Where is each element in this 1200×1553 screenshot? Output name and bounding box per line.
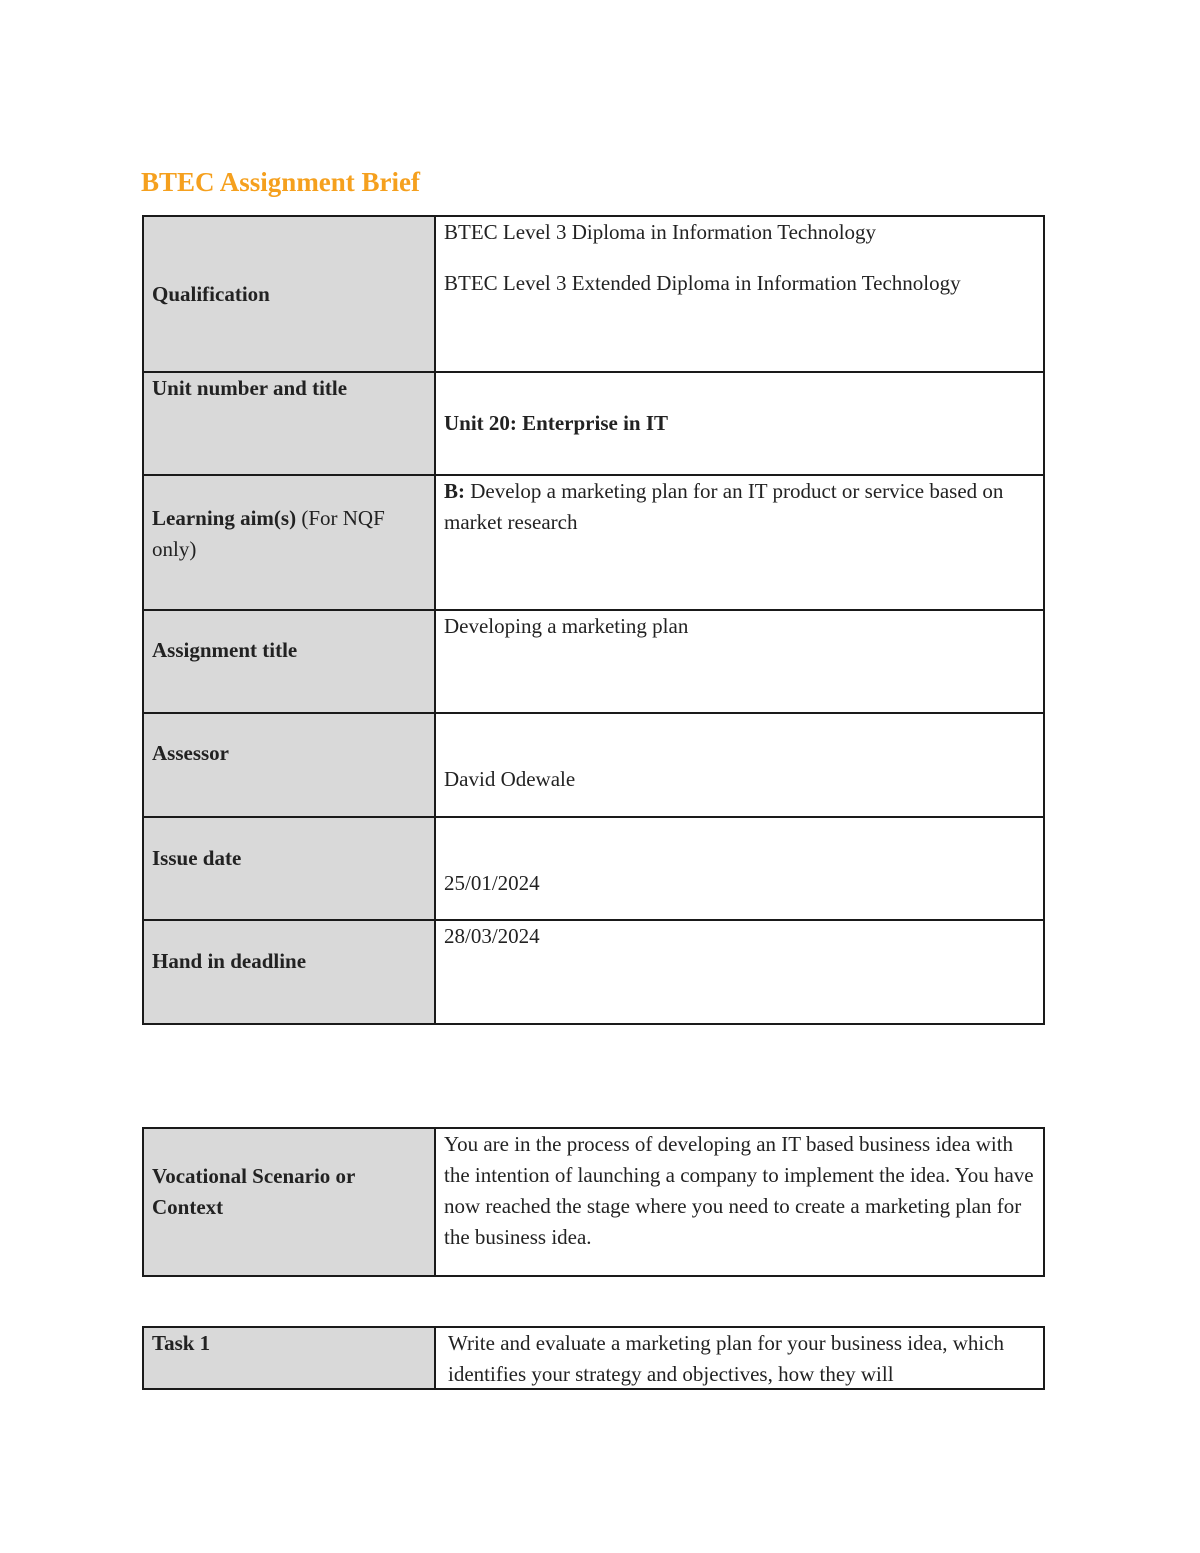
- label-cell: [143, 920, 435, 1024]
- value-cell: [435, 817, 1044, 920]
- qualification-value-1: BTEC Level 3 Diploma in Information Technology: [444, 220, 877, 244]
- issue-date-label: Issue date: [152, 846, 242, 870]
- assignment-title-label: Assignment title: [152, 638, 298, 662]
- qualification-value-2: BTEC Level 3 Extended Diploma in Information Technology: [444, 271, 961, 295]
- value-cell: [435, 610, 1044, 713]
- assessor-value: David Odewale: [444, 767, 576, 791]
- value-cell: [435, 216, 1044, 372]
- scenario-table: [142, 1127, 1045, 1277]
- unit-label: Unit number and title: [152, 376, 348, 400]
- value-cell: [435, 475, 1044, 610]
- task-table: [142, 1326, 1045, 1390]
- hand-in-deadline-label: Hand in deadline: [152, 949, 307, 973]
- value-cell: [435, 372, 1044, 475]
- learning-aim-value: Develop a marketing plan for an IT product or service based on market research: [444, 479, 1004, 534]
- task-1-label: Task 1: [152, 1331, 211, 1355]
- scenario-value: You are in the process of developing an IT based business idea with the intention of launching a company to implement the idea. You have now reached the stage where you need to create a marketing plan for the business idea.: [444, 1132, 1034, 1249]
- label-cell: [143, 1327, 435, 1389]
- label-cell: [143, 475, 435, 610]
- table-row-assignment-title: [143, 610, 1044, 713]
- table-row-task-1: [143, 1327, 1044, 1389]
- label-cell: [143, 817, 435, 920]
- label-cell: [143, 1128, 435, 1276]
- table-row-scenario: [143, 1128, 1044, 1276]
- issue-date-value: 25/01/2024: [444, 871, 540, 895]
- table-row-assessor: [143, 713, 1044, 817]
- learning-aim-prefix: B:: [444, 479, 465, 503]
- document-title: BTEC Assignment Brief: [141, 167, 421, 197]
- table-row-qualification: [143, 216, 1044, 372]
- learning-aims-label: [152, 503, 426, 565]
- table-row-unit: [143, 372, 1044, 475]
- hand-in-deadline-value: 28/03/2024: [444, 924, 540, 948]
- assignment-brief-table: [142, 215, 1045, 1025]
- table-row-issue-date: [143, 817, 1044, 920]
- value-cell: [435, 920, 1044, 1024]
- scenario-label: Vocational Scenario or Context: [152, 1164, 355, 1219]
- value-cell: [435, 713, 1044, 817]
- qualification-label: Qualification: [152, 281, 270, 306]
- unit-value: Unit 20: Enterprise in IT: [444, 411, 669, 435]
- label-cell: [143, 713, 435, 817]
- value-cell: [435, 1327, 1044, 1389]
- table-row-hand-in-deadline: [143, 920, 1044, 1024]
- value-cell: [435, 1128, 1044, 1276]
- label-cell: [143, 372, 435, 475]
- assessor-label: Assessor: [152, 741, 229, 765]
- label-cell: [143, 216, 435, 372]
- task-1-value: Write and evaluate a marketing plan for your business idea, which identifies your strategy and objectives, how they will: [448, 1331, 1005, 1386]
- table-row-learning-aims: [143, 475, 1044, 610]
- learning-aims-label-note: (For NQF only): [152, 505, 385, 561]
- assignment-title-value: Developing a marketing plan: [444, 614, 689, 638]
- label-cell: [143, 610, 435, 713]
- learning-aims-label-bold: Learning aim(s): [152, 505, 297, 530]
